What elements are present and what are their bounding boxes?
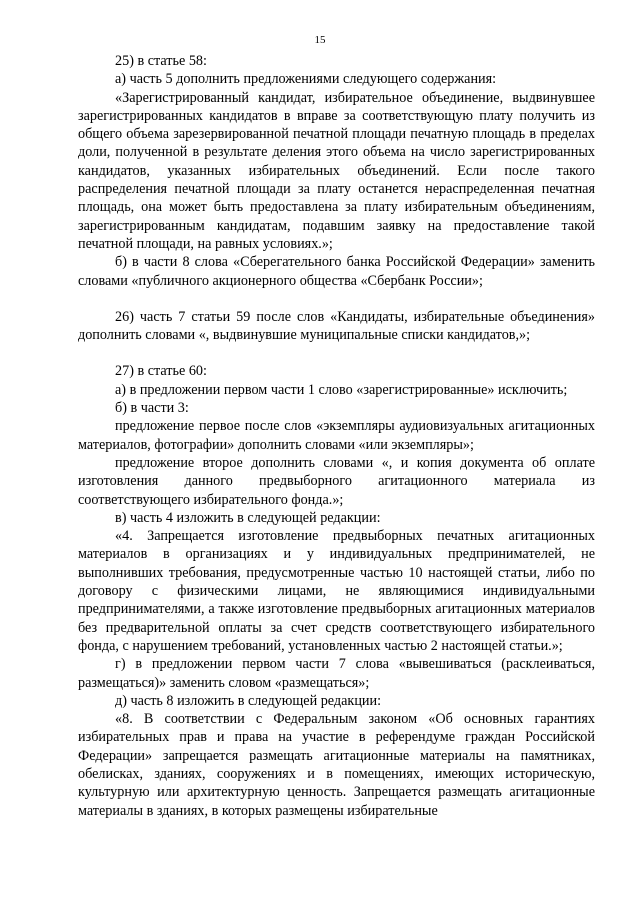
paragraph: «4. Запрещается изготовление предвыборных печатных агитационных материалов в организациях и у индивидуальных предпринимателей, не выполнивших требования, предусмотренные частью 10 настоящей статьи, либо по договору с физическими лицами, не являющимися индивидуальными предпринимателями, а также изготовление предвыборных агитационных материалов без предварительной оплаты за счет средств соответствующего избирательного фонда, с нарушением требований, установленных частью 2 настоящей статьи.»; bbox=[78, 528, 595, 654]
paragraph: 27) в статье 60: bbox=[115, 363, 207, 380]
paragraph: а) часть 5 дополнить предложениями следующего содержания: bbox=[115, 71, 497, 88]
paragraph: б) в части 3: bbox=[115, 400, 189, 417]
paragraph: 26) часть 7 статьи 59 после слов «Кандидаты, избирательные объединения» дополнить словами «, выдвинувшие муниципальные списки кандидатов,»; bbox=[78, 308, 595, 344]
paragraph: в) часть 4 изложить в следующей редакции: bbox=[115, 509, 381, 526]
document-body bbox=[78, 52, 595, 820]
paragraph: 25) в статье 58: bbox=[115, 53, 207, 69]
paragraph: «Зарегистрированный кандидат, избирательное объединение, выдвинувшее зарегистрированных кандидатов в вправе за соответствующую плату получить из общего объема зарезервированной печатной площади печатную площадь в пределах доли, полученной в результате деления этого объема на число зарегистрированных кандидатов, указанных избирательных объединений. Если после такого распределения печатной площади за плату останется нераспределенная печатная площадь, она может быть предоставлена за плату избирательным объединениям, зарегистрированным кандидатам, подавшим заявку на предоставление такой печатной площади, на равных условиях.»; bbox=[78, 89, 595, 252]
paragraph: а) в предложении первом части 1 слово «зарегистрированные» исключить; bbox=[115, 381, 568, 398]
paragraph: предложение второе дополнить словами «, и копия документа об оплате изготовления данного предвыборного агитационного материала из соответствующего избирательного фонда.»; bbox=[78, 454, 595, 508]
page-number: 15 bbox=[314, 34, 326, 46]
paragraph-spacer bbox=[78, 344, 595, 362]
paragraph: г) в предложении первом части 7 слова «вывешиваться (расклеиваться, размещаться)» заменить словом «размещаться»; bbox=[78, 656, 595, 691]
paragraph: б) в части 8 слова «Сберегательного банка Российской Федерации» заменить словами «публичного акционерного общества «Сбербанк России»; bbox=[78, 254, 595, 289]
paragraph: предложение первое после слов «экземпляры аудиовизуальных агитационных материалов, фотографии» дополнить словами «или экземпляры»; bbox=[78, 418, 595, 453]
paragraph-spacer bbox=[78, 290, 595, 308]
paragraph: «8. В соответствии с Федеральным законом «Об основных гарантиях избирательных прав и права на участие в референдуме граждан Российской Федерации» запрещается размещать агитационные материалы на памятниках, обелисках, зданиях, сооружениях и в помещениях, имеющих историческую, культурную или архитектурную ценность. Запрещается размещать агитационные материалы в зданиях, в которых размещены избирательные bbox=[78, 711, 595, 819]
paragraph: д) часть 8 изложить в следующей редакции: bbox=[115, 692, 382, 709]
